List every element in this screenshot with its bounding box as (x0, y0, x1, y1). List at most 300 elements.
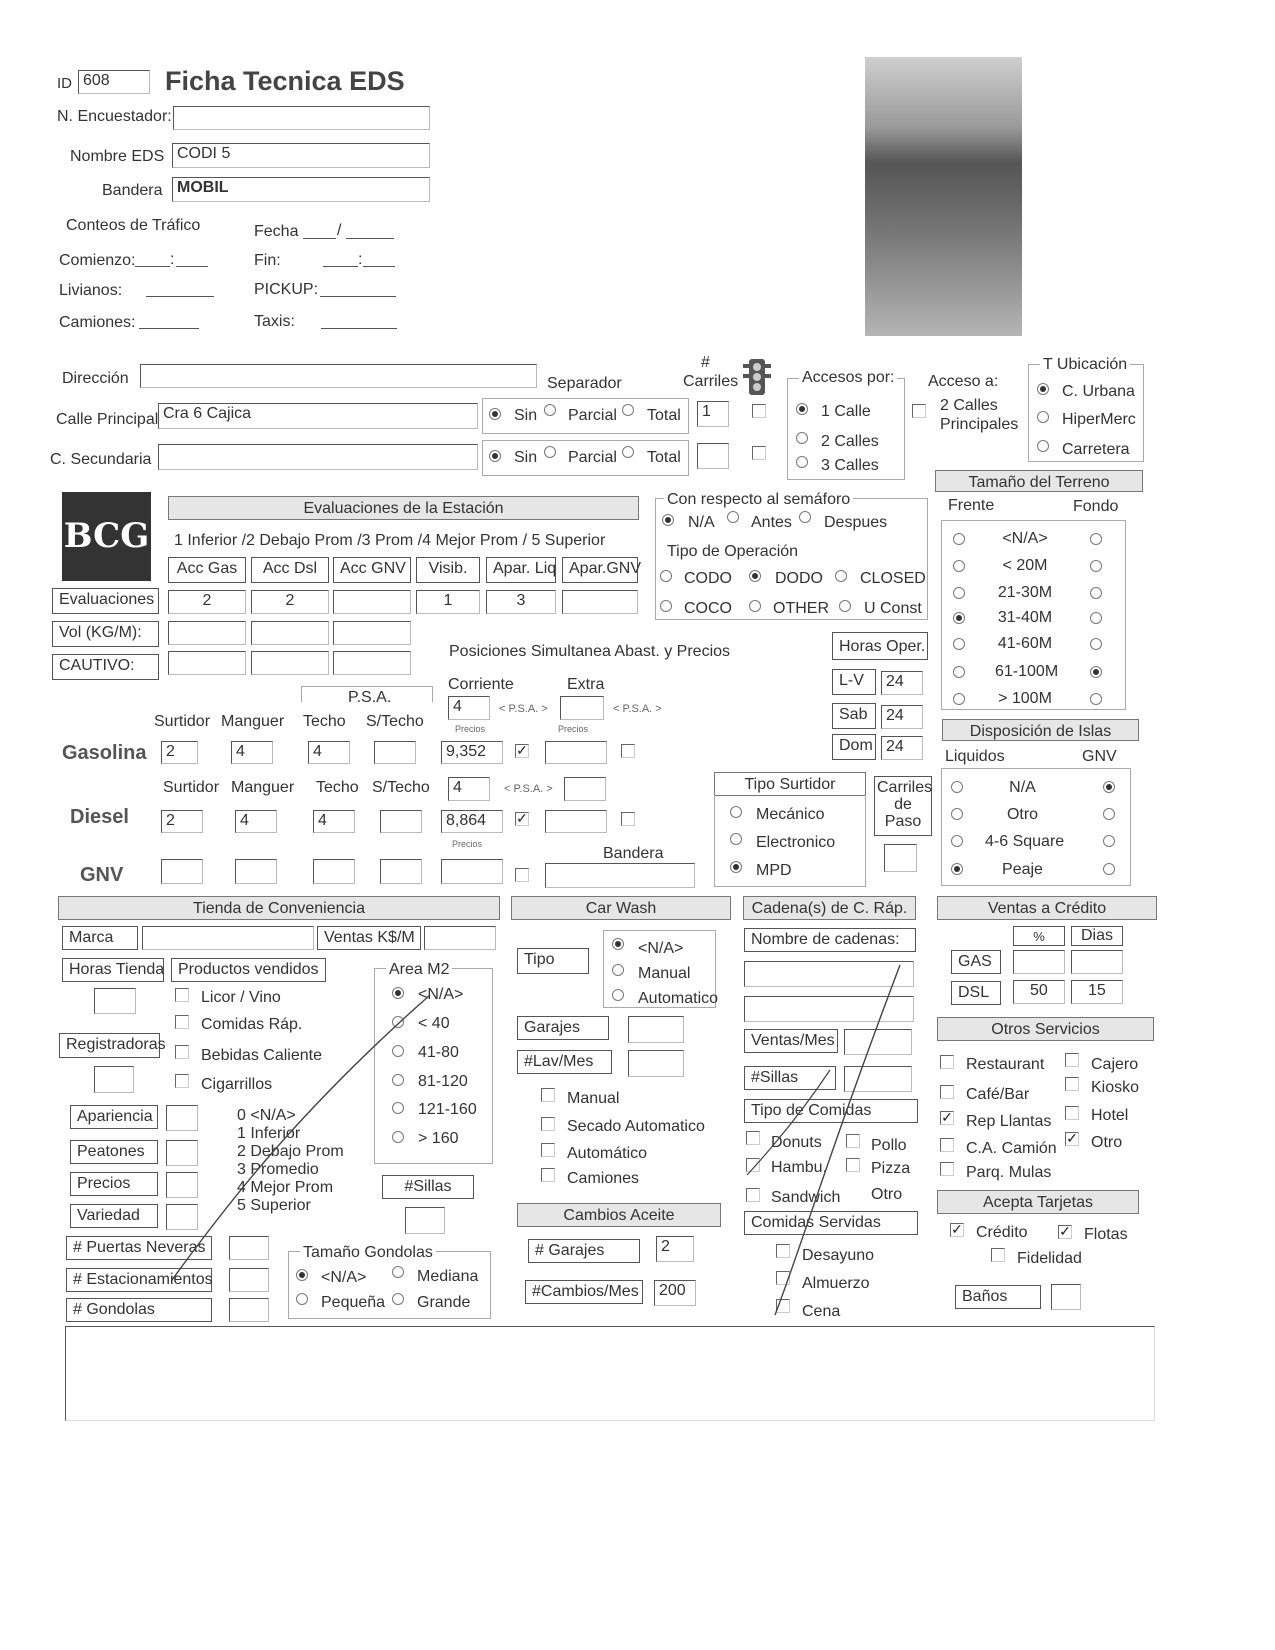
ventas-credito-header: Ventas a Crédito (937, 896, 1157, 920)
tipo-comidas-label: Tipo de Comidas (744, 1099, 918, 1123)
carriles-hash: # (701, 354, 710, 371)
terreno-fondo-radio[interactable] (1090, 587, 1102, 599)
diesel-extra-precio-field[interactable] (545, 810, 607, 833)
sep-principal-parcial-radio[interactable] (544, 404, 556, 416)
productos-label: Productos vendidos (171, 958, 326, 982)
eval-col-header: Apar.GNV (562, 557, 638, 583)
conteos-label: Conteos de Tráfico (66, 217, 201, 234)
credito-dsl-label: DSL (951, 981, 1001, 1005)
cadena-sillas-field[interactable] (844, 1066, 912, 1092)
gondolas-grande-radio[interactable] (392, 1293, 404, 1305)
cw-automatico-checkbox[interactable] (541, 1143, 555, 1157)
terreno-frente-radio[interactable] (953, 533, 965, 545)
eval-col-header: Apar. Liq (486, 557, 556, 583)
direccion-field[interactable] (140, 364, 537, 388)
credito-gas-dias-field[interactable] (1071, 950, 1123, 974)
sab-field[interactable]: 24 (881, 705, 923, 729)
otros-servicios-header: Otros Servicios (937, 1017, 1154, 1041)
notes-textarea[interactable] (65, 1326, 1155, 1421)
ventas-mes-field[interactable] (844, 1029, 912, 1055)
terreno-label: > 100M (998, 690, 1052, 707)
terreno-frente-radio[interactable] (953, 638, 965, 650)
acepta-tarjetas-header: Acepta Tarjetas (937, 1190, 1139, 1214)
gondolas-pequena-radio[interactable] (296, 1293, 308, 1305)
direccion-label: Dirección (62, 370, 129, 387)
cw-camiones-checkbox[interactable] (541, 1168, 555, 1182)
sandwich-label: Sandwich (771, 1189, 841, 1206)
pequena-label: Pequeña (321, 1294, 386, 1311)
apariencia-label: Apariencia (70, 1105, 158, 1129)
comienzo-h-line[interactable] (135, 266, 170, 267)
lav-mes-field[interactable] (628, 1050, 684, 1077)
area-m2-radio[interactable] (392, 987, 404, 999)
eval-value-field[interactable]: 2 (168, 590, 246, 614)
tamano-gondolas-label: Tamaño Gondolas (300, 1244, 436, 1262)
extra-label: Extra (567, 676, 605, 693)
sep-principal-sin-radio[interactable] (489, 408, 501, 420)
surtidor-mecanico-radio[interactable] (730, 806, 742, 818)
gasolina-corriente-checkbox[interactable]: ✓ (516, 742, 528, 758)
op-coco-radio[interactable] (660, 600, 672, 612)
banos-label: Baños (955, 1285, 1041, 1309)
terreno-fondo-radio[interactable] (1090, 533, 1102, 545)
principales-label: Principales (940, 416, 1019, 433)
dias-label: Dias (1071, 926, 1123, 946)
fin-m-line[interactable] (363, 266, 395, 267)
fidelidad-checkbox[interactable] (991, 1248, 1005, 1262)
acceso-1calle-radio[interactable] (796, 403, 808, 415)
carwash-na-radio[interactable] (612, 938, 624, 950)
gnv-precio-field[interactable] (441, 859, 503, 884)
posiciones-label: Posiciones Simultanea Abast. y Precios (449, 643, 731, 660)
techo-label: Techo (303, 713, 346, 730)
estacionamientos-label: # Estacionamientos (66, 1268, 212, 1292)
apariencia-field[interactable] (166, 1105, 198, 1131)
eval-value-field[interactable]: 1 (416, 590, 480, 614)
terreno-frente-radio[interactable] (953, 693, 965, 705)
cw-manual-checkbox[interactable] (541, 1088, 555, 1102)
vol-dsl-field[interactable] (251, 621, 329, 645)
terreno-label: 21-30M (997, 584, 1053, 601)
na-label: N/A (688, 514, 715, 531)
cautivo-gnv-field[interactable] (333, 651, 411, 675)
livianos-label: Livianos: (59, 282, 123, 299)
carriles-paso-field[interactable] (884, 844, 917, 872)
sep-secundaria-sin-radio[interactable] (489, 450, 501, 462)
dos-calles-label: 2 Calles (940, 397, 998, 414)
terreno-fondo-radio[interactable] (1090, 638, 1102, 650)
cambios-mes-field[interactable]: 200 (654, 1280, 696, 1306)
eval-col-header: Acc GNV (333, 557, 411, 583)
diesel-stecho-field[interactable] (380, 810, 422, 833)
gasolina-techo-field[interactable]: 4 (308, 741, 350, 764)
fidelidad-label: Fidelidad (1017, 1250, 1082, 1267)
encuestador-field[interactable] (173, 106, 430, 130)
liquidos-label: Liquidos (945, 748, 1005, 765)
gasolina-corriente-precio-field[interactable]: 9,352 (441, 741, 503, 764)
credito-dsl-dias-field[interactable]: 15 (1071, 980, 1123, 1004)
scale-list-item: 1 Inferior (237, 1125, 301, 1142)
lv-field[interactable]: 24 (881, 671, 923, 695)
otro-servicio-label: Otro (1091, 1134, 1123, 1151)
evaluaciones-row-label: Evaluaciones (52, 588, 159, 614)
bebidas-checkbox[interactable] (175, 1045, 189, 1059)
cautivo-gas-field[interactable] (168, 651, 246, 675)
kiosko-label: Kiosko (1091, 1079, 1140, 1096)
area-m2-radio[interactable] (392, 1102, 404, 1114)
hambu-label: Hambu. (771, 1159, 828, 1176)
camiones-label: Camiones: (59, 314, 136, 331)
nombre-label: Nombre EDS (70, 148, 165, 165)
terreno-fondo-radio[interactable] (1090, 612, 1102, 624)
tienda-sillas-label: #Sillas (382, 1175, 474, 1199)
diesel-corriente-psa-field[interactable]: 4 (448, 777, 490, 801)
restaurant-checkbox[interactable] (940, 1055, 954, 1069)
banos-field[interactable] (1051, 1284, 1081, 1310)
calle2-label: 2 Calles (821, 433, 879, 450)
puertas-label: # Puertas Neveras (66, 1236, 212, 1260)
credito-checkbox[interactable]: ✓ (951, 1221, 963, 1237)
eval-value-field[interactable]: 2 (251, 590, 329, 614)
gnv-stecho-field[interactable] (380, 859, 422, 884)
frente-label: Frente (948, 497, 995, 514)
tienda-sillas-field[interactable] (405, 1207, 445, 1234)
id-label: ID (57, 75, 72, 92)
gasolina-surtidor-field[interactable]: 2 (161, 741, 198, 764)
cw-camiones-label: Camiones (567, 1170, 640, 1187)
islas-label: 4-6 Square (985, 833, 1065, 850)
islas-label: N/A (1009, 779, 1036, 796)
ca-camion-checkbox[interactable] (940, 1138, 954, 1152)
techo-label: Techo (316, 779, 359, 796)
kiosko-checkbox[interactable] (1065, 1077, 1079, 1091)
gnv-surtidor-field[interactable] (161, 859, 203, 884)
carwash-automatico-radio[interactable] (612, 989, 624, 1001)
cajero-checkbox[interactable] (1065, 1053, 1079, 1067)
op-uconst-radio[interactable] (839, 600, 851, 612)
gasolina-extra-checkbox[interactable] (621, 744, 635, 758)
uconst-label: U Const (864, 600, 922, 617)
cadena-2-field[interactable] (744, 996, 914, 1022)
terreno-frente-radio[interactable] (953, 666, 965, 678)
gasolina-extra-precio-field[interactable] (545, 741, 607, 764)
manguer-label: Manguer (221, 713, 285, 730)
mpd-label: MPD (756, 862, 792, 879)
nombre-field[interactable]: CODI 5 (172, 143, 430, 168)
gondolas-field[interactable] (229, 1298, 269, 1322)
hambu-checkbox[interactable] (746, 1158, 760, 1172)
sep-secundaria-total-radio[interactable] (622, 446, 634, 458)
otro-servicio-checkbox[interactable]: ✓ (1066, 1130, 1078, 1146)
semaforo-principal-checkbox[interactable] (752, 404, 766, 418)
separador-label: Separador (547, 375, 622, 392)
semaforo-despues-radio[interactable] (799, 511, 811, 523)
sep-secundaria-parcial-radio[interactable] (544, 446, 556, 458)
carriles-paso-label: Carriles de Paso (874, 776, 932, 836)
terreno-frente-radio[interactable] (953, 612, 965, 624)
pizza-label: Pizza (871, 1160, 911, 1177)
comienzo-m-line[interactable] (176, 266, 208, 267)
islas-gnv-radio[interactable] (1103, 863, 1115, 875)
psa-small-label: < P.S.A. > (499, 703, 548, 715)
semaforo-secundaria-checkbox[interactable] (752, 446, 766, 460)
n-garajes-field[interactable]: 2 (656, 1236, 694, 1262)
rep-llantas-checkbox[interactable]: ✓ (941, 1109, 953, 1125)
pickup-line[interactable] (320, 296, 396, 297)
diesel-extra-checkbox[interactable] (621, 812, 635, 826)
semaforo-antes-radio[interactable] (727, 511, 739, 523)
manguer-label: Manguer (231, 779, 295, 796)
despues-label: Despues (824, 514, 888, 531)
registradoras-label: Registradoras (59, 1033, 160, 1058)
estacionamientos-field[interactable] (229, 1268, 269, 1292)
credito-gas-label: GAS (951, 950, 1001, 974)
surtidor-label: Surtidor (163, 779, 220, 796)
carriles-principal-field[interactable]: 1 (697, 401, 729, 427)
carwash-tipo-label: Tipo (517, 948, 589, 974)
electronico-label: Electronico (756, 834, 836, 851)
coco-label: COCO (684, 600, 732, 617)
hotel-checkbox[interactable] (1065, 1106, 1079, 1120)
credito-label: Crédito (976, 1224, 1028, 1241)
codo-label: CODO (684, 570, 732, 587)
taxis-label: Taxis: (254, 313, 295, 330)
marca-field[interactable] (142, 926, 314, 950)
traffic-light-icon (741, 358, 773, 396)
bandera-label: Bandera (102, 182, 163, 199)
carwash-manual-radio[interactable] (612, 964, 624, 976)
terreno-fondo-radio[interactable] (1090, 693, 1102, 705)
area-m2-option-label: < 40 (418, 1015, 450, 1032)
psa-small-label: < P.S.A. > (613, 703, 662, 715)
op-other-radio[interactable] (749, 600, 761, 612)
livianos-line[interactable] (146, 296, 214, 297)
ventas-ks-field[interactable] (424, 926, 496, 950)
islas-liquidos-radio[interactable] (951, 835, 963, 847)
area-m2-option-label: 81-120 (418, 1073, 468, 1090)
fecha-day-line[interactable] (303, 238, 336, 239)
terreno-label: 61-100M (995, 663, 1059, 680)
gondolas-mediana-radio[interactable] (392, 1266, 404, 1278)
cautivo-dsl-field[interactable] (251, 651, 329, 675)
ventas-mes-label: Ventas/Mes (744, 1029, 838, 1053)
ubicacion-carretera-radio[interactable] (1037, 440, 1049, 452)
flotas-checkbox[interactable]: ✓ (1059, 1223, 1071, 1239)
vol-gas-field[interactable] (168, 621, 246, 645)
terreno-fondo-radio[interactable] (1090, 560, 1102, 572)
marca-label: Marca (62, 926, 138, 950)
gasolina-corriente-psa-field[interactable]: 4 (448, 696, 490, 720)
peatones-field[interactable] (166, 1140, 198, 1166)
almuerzo-checkbox[interactable] (776, 1271, 790, 1285)
sab-label: Sab (832, 703, 876, 729)
secundaria-field[interactable] (158, 444, 478, 470)
scale-list-item: 0 <N/A> (237, 1107, 296, 1124)
surtidor-electronico-radio[interactable] (730, 833, 742, 845)
scale-list-item: 5 Superior (237, 1197, 311, 1214)
diesel-manguer-field[interactable]: 4 (235, 810, 277, 833)
gnv-manguer-field[interactable] (235, 859, 277, 884)
tienda-header: Tienda de Conveniencia (58, 896, 500, 920)
area-m2-radio[interactable] (392, 1016, 404, 1028)
terreno-label: 31-40M (997, 609, 1053, 626)
otro-comida-label: Otro (871, 1186, 903, 1203)
area-m2-radio[interactable] (392, 1045, 404, 1057)
taxis-line[interactable] (321, 328, 397, 329)
dodo-label: DODO (775, 570, 823, 587)
cadena-1-field[interactable] (744, 961, 914, 987)
variedad-field[interactable] (166, 1204, 198, 1230)
gondolas-na-radio[interactable] (296, 1269, 308, 1281)
ubicacion-urbana-radio[interactable] (1037, 383, 1049, 395)
cw-na-label: <N/A> (638, 940, 684, 957)
n-garajes-label: # Garajes (528, 1239, 640, 1263)
garajes-field[interactable] (628, 1016, 684, 1043)
diesel-surtidor-field[interactable]: 2 (161, 810, 203, 833)
bebidas-label: Bebidas Caliente (201, 1047, 322, 1064)
precios-small-label: Precios (452, 839, 483, 849)
area-m2-radio[interactable] (392, 1074, 404, 1086)
rep-llantas-label: Rep Llantas (966, 1113, 1052, 1130)
id-field[interactable]: 608 (78, 70, 150, 94)
comidas-rap-label: Comidas Ráp. (201, 1016, 303, 1033)
op-dodo-radio[interactable] (749, 570, 761, 582)
diesel-corriente-checkbox[interactable]: ✓ (516, 810, 528, 826)
ubicacion-hipermerc-radio[interactable] (1037, 411, 1049, 423)
puertas-field[interactable] (229, 1236, 269, 1260)
page-title: Ficha Tecnica EDS (165, 66, 405, 96)
parq-checkbox[interactable] (940, 1162, 954, 1176)
op-codo-radio[interactable] (660, 570, 672, 582)
cigarrillos-checkbox[interactable] (175, 1074, 189, 1088)
area-m2-label: Area M2 (386, 961, 452, 979)
gasolina-extra-psa-field[interactable] (560, 696, 604, 720)
scale-list-item: 4 Mejor Prom (237, 1179, 334, 1196)
bandera-field[interactable]: MOBIL (172, 177, 430, 202)
eval-col-header: Acc Gas (168, 557, 246, 583)
dom-field[interactable]: 24 (881, 736, 923, 760)
islas-liquidos-radio[interactable] (951, 781, 963, 793)
acceso-2calles-radio[interactable] (796, 432, 808, 444)
sep-principal-total-radio[interactable] (622, 404, 634, 416)
pollo-checkbox[interactable] (846, 1134, 860, 1148)
tipo-surtidor-header: Tipo Surtidor (714, 772, 866, 796)
registradoras-field[interactable] (94, 1066, 134, 1093)
time-sep: : (358, 251, 363, 268)
fondo-label: Fondo (1073, 498, 1119, 515)
tamano-terreno-header: Tamaño del Terreno (935, 470, 1143, 492)
calle3-label: 3 Calles (821, 457, 879, 474)
lav-mes-label: #Lav/Mes (517, 1050, 612, 1074)
donuts-checkbox[interactable] (746, 1131, 760, 1145)
gasolina-manguer-field[interactable]: 4 (231, 741, 273, 764)
eval-value-field[interactable] (333, 590, 411, 614)
diesel-corriente-precio-field[interactable]: 8,864 (441, 810, 503, 833)
carriles-secundaria-field[interactable] (697, 443, 729, 469)
horas-tienda-field[interactable] (94, 988, 136, 1014)
islas-gnv-radio[interactable] (1103, 835, 1115, 847)
horas-oper-label: Horas Oper. (832, 632, 928, 660)
licor-checkbox[interactable] (175, 988, 189, 1002)
gasolina-stecho-field[interactable] (374, 741, 416, 764)
precios-field[interactable] (166, 1172, 198, 1198)
acceso-3calles-radio[interactable] (796, 456, 808, 468)
cafe-checkbox[interactable] (940, 1085, 954, 1099)
parcial-label: Parcial (568, 449, 617, 466)
cafe-label: Café/Bar (966, 1086, 1030, 1103)
gnv-checkbox[interactable] (515, 868, 529, 882)
surtidor-mpd-radio[interactable] (730, 861, 742, 873)
islas-liquidos-radio[interactable] (951, 808, 963, 820)
diesel-extra-psa-field[interactable] (564, 777, 606, 801)
fecha-month-line[interactable] (346, 238, 394, 239)
secado-checkbox[interactable] (541, 1117, 555, 1131)
calle-principal-field[interactable]: Cra 6 Cajica (158, 403, 478, 429)
otro-comida-checkbox[interactable] (846, 1182, 858, 1194)
desayuno-checkbox[interactable] (776, 1244, 790, 1258)
fin-h-line[interactable] (323, 266, 358, 267)
gnv-techo-field[interactable] (313, 859, 355, 884)
area-m2-option-label: > 160 (418, 1130, 459, 1147)
terreno-frente-radio[interactable] (953, 587, 965, 599)
terreno-frente-radio[interactable] (953, 560, 965, 572)
area-m2-radio[interactable] (392, 1131, 404, 1143)
cw-manual-check-label: Manual (567, 1090, 620, 1107)
hipermerc-label: HiperMerc (1062, 411, 1136, 428)
restaurant-label: Restaurant (966, 1056, 1045, 1073)
sandwich-checkbox[interactable] (746, 1188, 760, 1202)
camiones-line[interactable] (139, 328, 199, 329)
gasolina-label: Gasolina (62, 742, 147, 764)
peatones-label: Peatones (70, 1140, 158, 1164)
pickup-label: PICKUP: (254, 281, 319, 298)
eval-value-field[interactable]: 3 (486, 590, 556, 614)
islas-gnv-radio[interactable] (1103, 808, 1115, 820)
eval-value-field[interactable] (562, 590, 638, 614)
scale-list-item: 2 Debajo Prom (237, 1143, 344, 1160)
credito-dsl-pct-field[interactable]: 50 (1013, 980, 1065, 1004)
area-m2-option-label: 121-160 (418, 1101, 477, 1118)
semaforo-na-radio[interactable] (662, 514, 674, 526)
cw-manual-label: Manual (638, 965, 691, 982)
closed-label: CLOSED (860, 570, 926, 587)
islas-liquidos-radio[interactable] (951, 863, 963, 875)
gnv-bandera-label: Bandera (603, 845, 664, 862)
vol-gnv-field[interactable] (333, 621, 411, 645)
diesel-techo-field[interactable]: 4 (313, 810, 355, 833)
pizza-checkbox[interactable] (846, 1158, 860, 1172)
lv-label: L-V (832, 669, 876, 695)
acceso-2calles-checkbox[interactable] (912, 404, 926, 418)
islas-gnv-radio[interactable] (1103, 781, 1115, 793)
terreno-label: < 20M (1002, 557, 1048, 574)
secado-label: Secado Automatico (567, 1118, 705, 1135)
gnv-bandera-field[interactable] (545, 863, 695, 888)
cena-checkbox[interactable] (776, 1299, 790, 1313)
vol-row-label: Vol (KG/M): (52, 621, 159, 647)
comidas-rap-checkbox[interactable] (175, 1015, 189, 1029)
scale-list-item: 3 Promedio (237, 1161, 319, 1178)
terreno-fondo-radio[interactable] (1090, 666, 1102, 678)
terreno-label: 41-60M (997, 635, 1053, 652)
op-closed-radio[interactable] (835, 570, 847, 582)
grande-label: Grande (417, 1294, 471, 1311)
gnv-label: GNV (80, 864, 124, 886)
tipo-operacion-label: Tipo de Operación (664, 543, 801, 561)
cigarrillos-label: Cigarrillos (201, 1076, 273, 1093)
mediana-label: Mediana (417, 1268, 479, 1285)
credito-gas-pct-field[interactable] (1013, 950, 1065, 974)
